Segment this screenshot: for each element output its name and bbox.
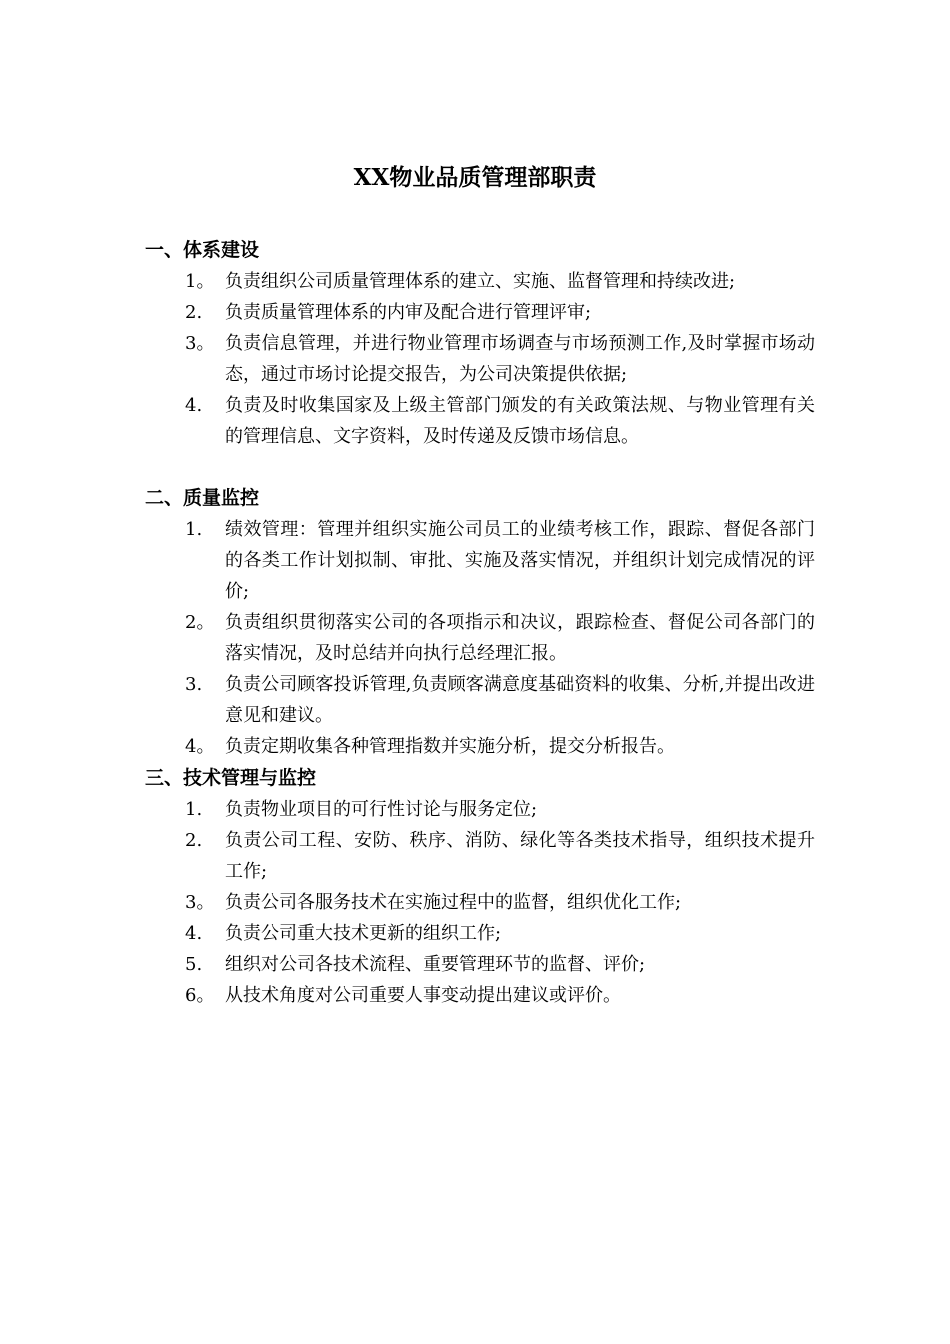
item-text: 负责组织贯彻落实公司的各项指示和决议，跟踪检查、督促公司各部门的落实情况，及时总结并向执行总经理汇报。 (225, 612, 815, 664)
item-number: 1。 (185, 271, 215, 292)
document-title: XX物业品质管理部职责 (353, 164, 597, 191)
list-item (145, 980, 815, 1011)
item-number: 5. (185, 954, 203, 975)
list-item (145, 266, 815, 297)
list-item (145, 825, 815, 887)
item-text: 负责及时收集国家及上级主管部门颁发的有关政策法规、与物业管理有关的管理信息、文字资料，及时传递及反馈市场信息。 (225, 395, 815, 447)
item-text: 负责信息管理，并进行物业管理市场调查与市场预测工作,及时掌握市场动态，通过市场讨论提交报告，为公司决策提供依据; (225, 333, 815, 385)
section-technical-management (145, 763, 815, 1011)
list-item (145, 731, 815, 762)
list-item (145, 887, 815, 918)
item-text: 负责组织公司质量管理体系的建立、实施、监督管理和持续改进; (225, 271, 736, 292)
item-number: 3。 (185, 333, 215, 354)
list-item (145, 794, 815, 825)
item-text: 负责公司工程、安防、秩序、消防、绿化等各类技术指导，组织技术提升工作; (225, 830, 815, 882)
item-text: 负责公司各服务技术在实施过程中的监督，组织优化工作; (225, 892, 682, 913)
list-item (145, 607, 815, 669)
list-item (145, 328, 815, 390)
item-number: 4. (185, 923, 203, 944)
item-text: 负责质量管理体系的内审及配合进行管理评审; (225, 302, 592, 323)
item-number: 3。 (185, 892, 215, 913)
item-text: 负责公司重大技术更新的组织工作; (225, 923, 502, 944)
item-number: 4。 (185, 736, 215, 757)
item-text: 负责定期收集各种管理指数并实施分析，提交分析报告。 (225, 736, 675, 757)
list-item (145, 390, 815, 452)
item-number: 2。 (185, 612, 215, 633)
section-heading: 三、技术管理与监控 (145, 767, 317, 789)
item-number: 6。 (185, 985, 215, 1006)
item-number: 4. (185, 395, 203, 416)
item-number: 1. (185, 799, 203, 820)
list-item (145, 297, 815, 328)
section-heading: 一、体系建设 (145, 239, 260, 261)
item-number: 1. (185, 519, 203, 540)
list-item (145, 949, 815, 980)
section-heading: 二、质量监控 (145, 487, 260, 509)
item-text: 负责公司顾客投诉管理,负责顾客满意度基础资料的收集、分析,并提出改进意见和建议。 (225, 674, 815, 726)
item-text: 从技术角度对公司重要人事变动提出建议或评价。 (225, 985, 621, 1006)
list-item (145, 918, 815, 949)
list-item (145, 514, 815, 607)
section-quality-monitoring (145, 483, 815, 762)
item-number: 2. (185, 302, 203, 323)
item-text: 绩效管理：管理并组织实施公司员工的业绩考核工作，跟踪、督促各部门的各类工作计划拟制、审批、实施及落实情况，并组织计划完成情况的评价; (225, 519, 815, 602)
item-text: 负责物业项目的可行性讨论与服务定位; (225, 799, 538, 820)
item-text: 组织对公司各技术流程、重要管理环节的监督、评价; (225, 954, 646, 975)
list-item (145, 669, 815, 731)
item-number: 2. (185, 830, 203, 851)
item-number: 3. (185, 674, 203, 695)
section-system-building (145, 235, 815, 452)
